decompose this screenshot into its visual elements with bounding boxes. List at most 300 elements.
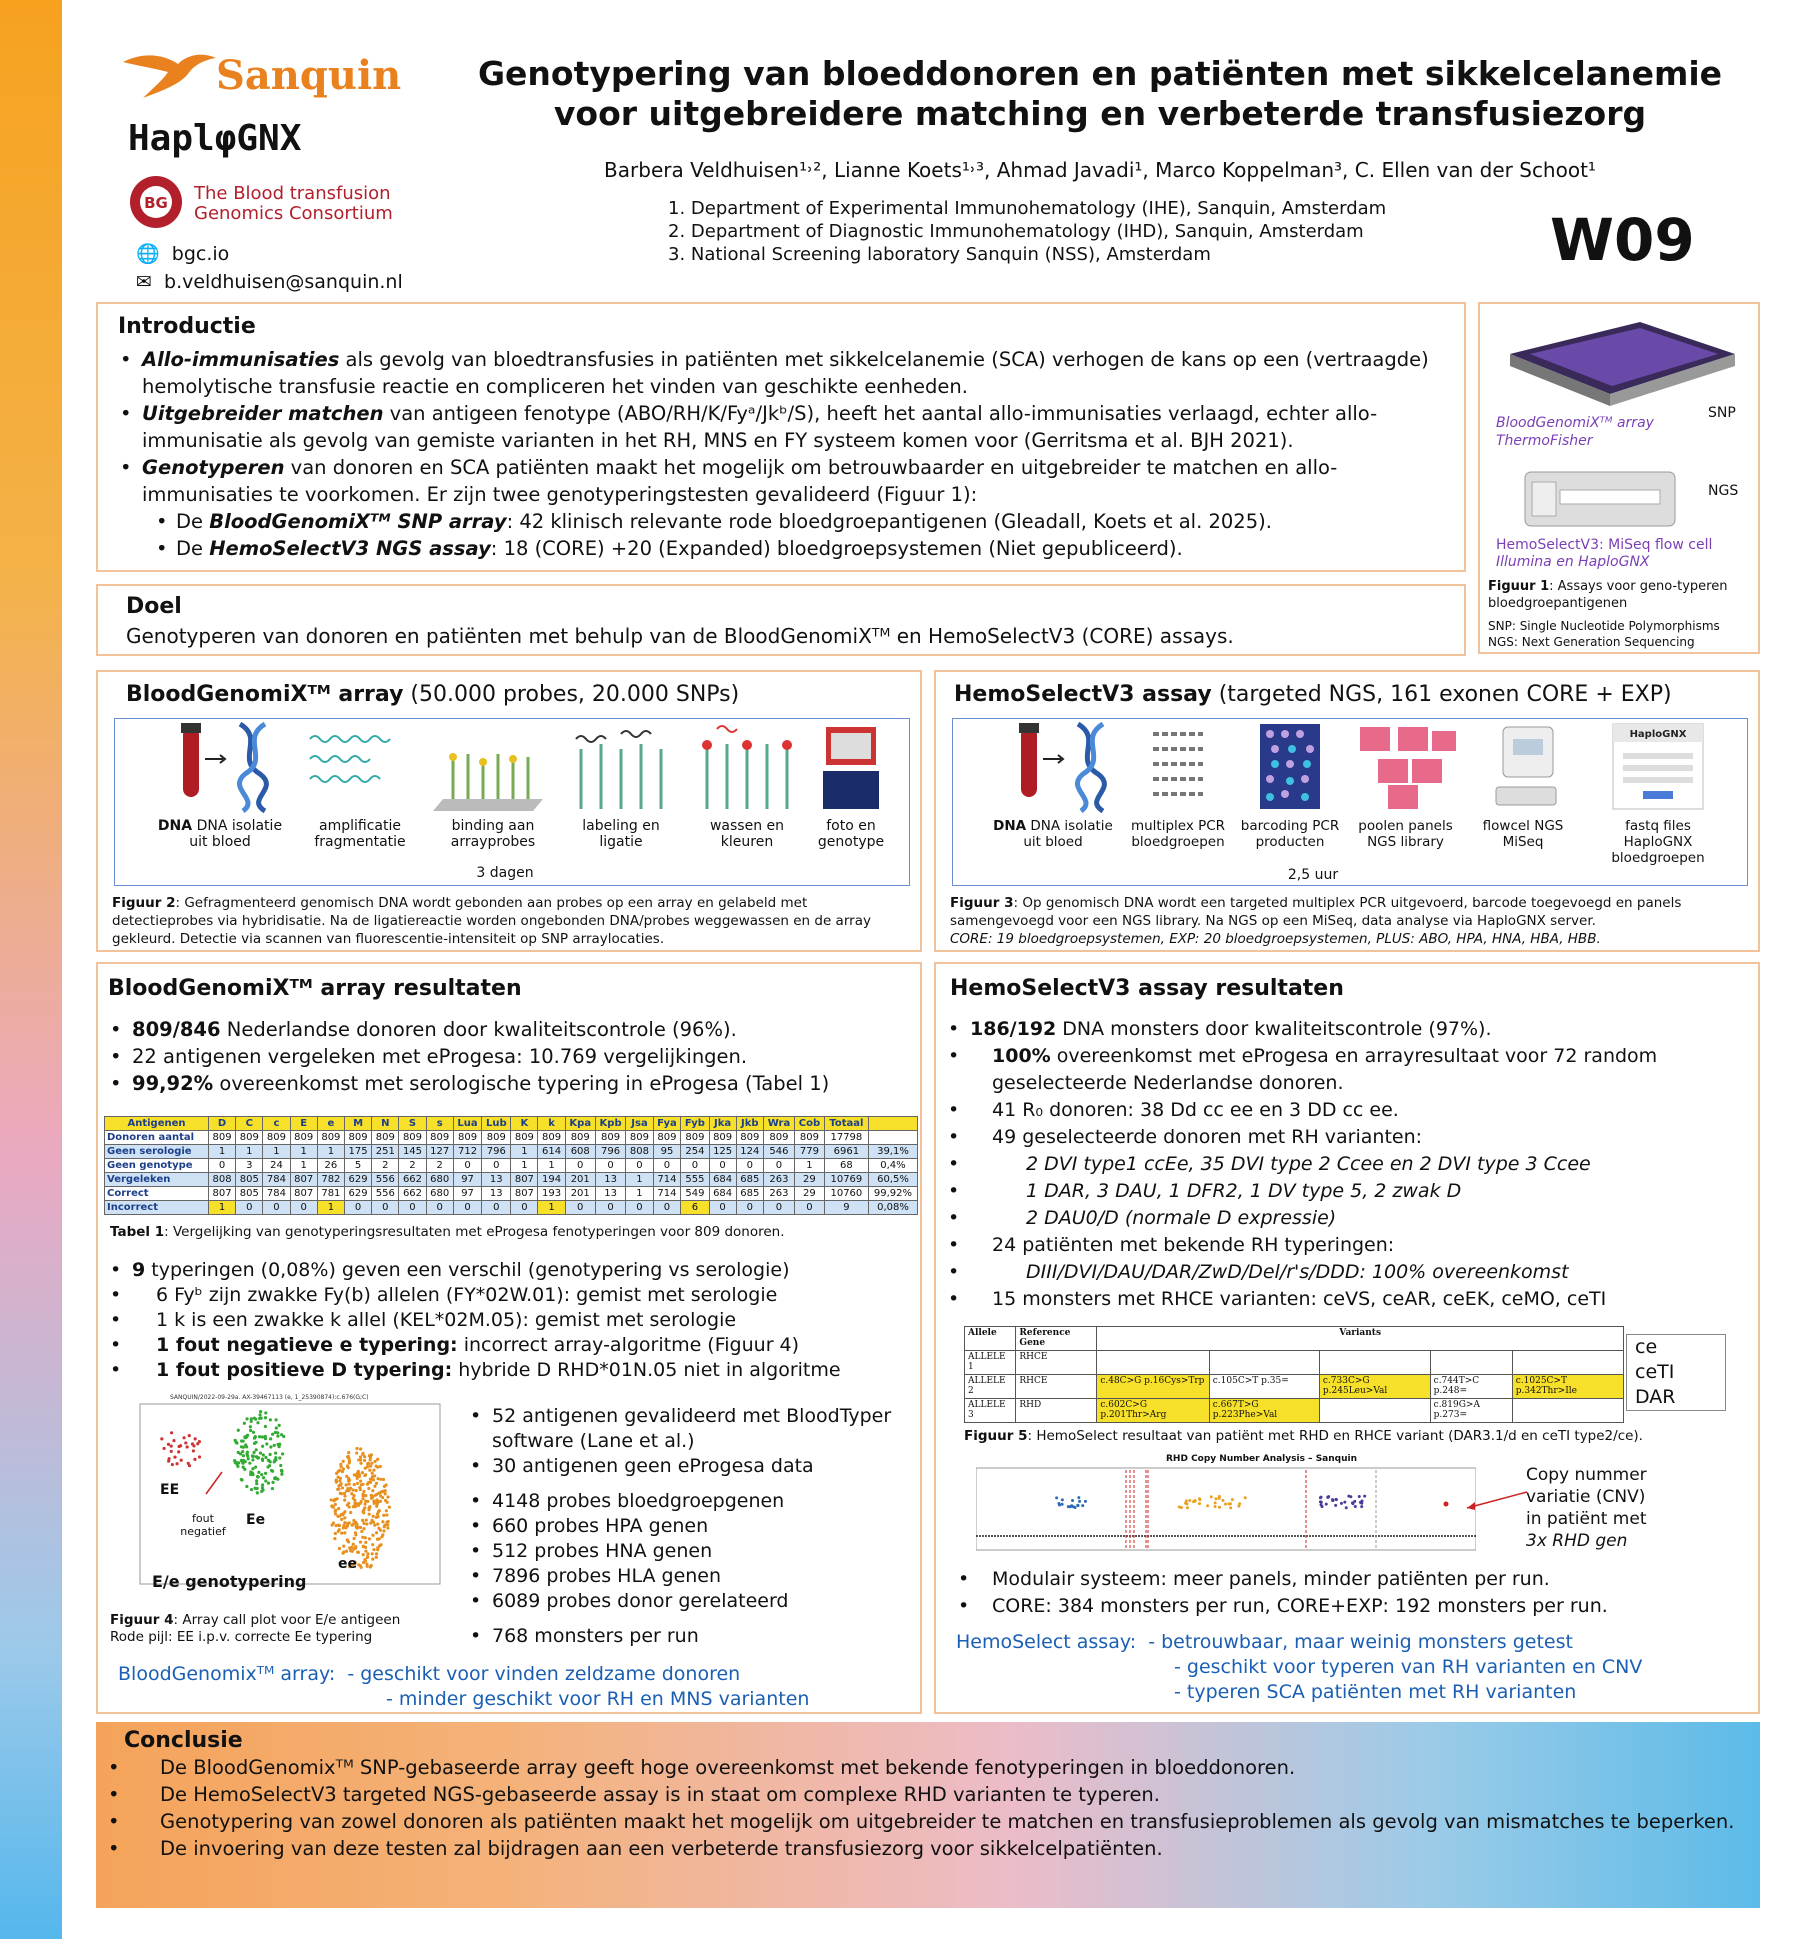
bgx-step-3-label: binding aan arrayprobes <box>450 818 536 850</box>
table1-cell: 194 <box>538 1173 565 1187</box>
plot-point <box>245 1452 248 1455</box>
plot-point <box>334 1524 337 1527</box>
plot-point <box>240 1445 243 1448</box>
plot-point <box>250 1417 253 1420</box>
array-probes-icon <box>433 719 553 814</box>
plot-point <box>337 1470 340 1473</box>
plot-point <box>381 1520 384 1523</box>
table1-cell: 805 <box>236 1187 263 1201</box>
table1-cell: 556 <box>372 1173 399 1187</box>
bgx-step-5-label: wassen en kleuren <box>709 818 785 850</box>
plot-point <box>352 1522 355 1525</box>
bgx-workflow <box>114 718 910 886</box>
table1-cell: 807 <box>511 1187 538 1201</box>
intro-sub-1: • De BloodGenomiXᵀᴹ SNP array: 42 klinisch relevante rode bloedgroepantigenen (Gleadall, Koets et al. 2025). <box>108 508 1458 535</box>
bgx-step-2 <box>300 719 420 850</box>
plot-point <box>280 1433 283 1436</box>
abbr-snp: SNP: Single Nucleotide Polymorphisms <box>1488 619 1720 633</box>
table1-cell: 0 <box>344 1201 371 1215</box>
plot-point <box>198 1455 201 1458</box>
plot-point <box>371 1495 374 1498</box>
plot-point <box>380 1535 383 1538</box>
plot-point <box>344 1483 347 1486</box>
brand-name: Sanquin <box>216 52 402 99</box>
plot-point <box>343 1492 346 1495</box>
table1-cell: 124 <box>736 1145 763 1159</box>
hs-res-sub-5a: • DIII/DVI/DAU/DAR/ZwD/Del/r's/DDD: 100% overeenkomst <box>936 1259 1754 1286</box>
table1-cell: 1 <box>538 1159 565 1173</box>
plot-point <box>254 1435 257 1438</box>
bgx-results-box <box>96 962 922 1714</box>
plot-point <box>362 1522 365 1525</box>
table1-row-label: Geen genotype <box>105 1159 209 1173</box>
table1-cell: 13 <box>595 1173 626 1187</box>
table1-header-cell: M <box>344 1117 371 1131</box>
plot-point <box>385 1513 388 1516</box>
plot-point <box>180 1459 183 1462</box>
cnv-point <box>1224 1503 1227 1506</box>
hs-res-bullet-3: • 41 R₀ donoren: 38 Dd cc ee en 3 DD cc ee. <box>936 1097 1754 1124</box>
table1-cell: 10760 <box>824 1187 868 1201</box>
labeling-icon <box>561 719 681 814</box>
conclusie-1: • De BloodGenomixᵀᴹ SNP-gebaseerde array geeft hoge overeenkomst met bekende fenotyperingen in bloeddonoren. <box>96 1754 1736 1781</box>
table1-row <box>105 1131 918 1145</box>
hs-step-4 <box>1348 719 1463 850</box>
plot-point <box>258 1435 261 1438</box>
table1-cell: 0 <box>453 1159 482 1173</box>
table1-cell: 1 <box>208 1201 235 1215</box>
plot-point <box>355 1451 358 1454</box>
plot-point <box>335 1480 338 1483</box>
plot-point <box>361 1483 364 1486</box>
table1-cell: 0 <box>653 1159 681 1173</box>
plot-point <box>187 1462 190 1465</box>
plot-point <box>350 1492 353 1495</box>
table1-cell: 6 <box>681 1201 709 1215</box>
plot-point <box>343 1531 346 1534</box>
table1-row <box>105 1145 918 1159</box>
table1-cell <box>868 1131 917 1145</box>
table1-cell: 0 <box>626 1159 653 1173</box>
plot-point <box>379 1465 382 1468</box>
plot-point <box>271 1487 274 1490</box>
table1-cell: 99,92% <box>868 1187 917 1201</box>
hs-step-6 <box>1593 719 1723 866</box>
table1-cell: 796 <box>482 1145 511 1159</box>
table1-cell: 809 <box>681 1131 709 1145</box>
table1-cell: 125 <box>709 1145 736 1159</box>
plot-point <box>280 1469 283 1472</box>
plot-point <box>363 1506 366 1509</box>
plot-point <box>342 1524 345 1527</box>
table1-header-cell: Jsa <box>626 1117 653 1131</box>
plot-point <box>365 1522 368 1525</box>
diff-bullet-main: • 9 typeringen (0,08%) geven een verschil (genotypering vs serologie) <box>98 1258 918 1283</box>
table1-cell: 1 <box>236 1145 263 1159</box>
plot-point <box>364 1494 367 1497</box>
table1-cell: 809 <box>653 1131 681 1145</box>
plot-point <box>377 1477 380 1480</box>
cnv-point <box>1229 1502 1232 1505</box>
table1-cell: 809 <box>263 1131 290 1145</box>
plot-point <box>347 1502 350 1505</box>
cnv-point <box>1206 1504 1209 1507</box>
table1-cell: 809 <box>763 1131 794 1145</box>
flowcell-caption-1: HemoSelectV3: MiSeq flow cell <box>1496 537 1713 553</box>
table1-cell: 781 <box>317 1187 344 1201</box>
abbr-ngs: NGS: Next Generation Sequencing <box>1488 635 1695 649</box>
table1-cell: 712 <box>453 1145 482 1159</box>
plot-point <box>237 1429 240 1432</box>
rh-allele-1: ALLELE 1 <box>965 1351 1016 1375</box>
cnv-plot-svg <box>976 1466 1476 1552</box>
plot-point <box>375 1482 378 1485</box>
table1-cell: 1 <box>290 1145 317 1159</box>
plot-point <box>251 1455 254 1458</box>
table1-cell: 809 <box>538 1131 565 1145</box>
table1-header-cell: Fya <box>653 1117 681 1131</box>
hs-res-bullet-4: • 49 geselecteerde donoren met RH varianten: <box>936 1124 1754 1151</box>
cnv-point <box>1198 1497 1201 1500</box>
table1-cell: 0 <box>511 1201 538 1215</box>
hs-modular-2: • CORE: 384 monsters per run, CORE+EXP: 192 monsters per run. <box>946 1593 1756 1620</box>
plot-point <box>247 1457 250 1460</box>
plot-point <box>342 1460 345 1463</box>
plot-point <box>246 1434 249 1437</box>
plot-point <box>368 1513 371 1516</box>
plot-point <box>368 1469 371 1472</box>
hs-step-2-label: multiplex PCR bloedgroepen <box>1130 818 1226 850</box>
table1-cell: 809 <box>290 1131 317 1145</box>
plot-point <box>245 1445 248 1448</box>
plot-point <box>386 1501 389 1504</box>
rh-header-gene: Reference Gene <box>1016 1327 1097 1351</box>
cnv-point <box>1214 1497 1217 1500</box>
table1-cell: 263 <box>763 1187 794 1201</box>
hs-step-3 <box>1235 719 1345 850</box>
hs-step-3-label: barcoding PCR producten <box>1240 818 1340 850</box>
table1-cell: 0 <box>290 1201 317 1215</box>
plot-point <box>342 1551 345 1554</box>
table1-cell: 201 <box>565 1173 595 1187</box>
table1-header-cell: Kpb <box>595 1117 626 1131</box>
cnv-point <box>1360 1505 1363 1508</box>
table1-cell: 193 <box>538 1187 565 1201</box>
cnv-point <box>1068 1505 1071 1508</box>
table1-cell: 684 <box>709 1173 736 1187</box>
table1-cell: 1 <box>208 1145 235 1159</box>
fig5-caption: Figuur 5: HemoSelect resultaat van patiënt met RHD en RHCE variant (DAR3.1/d en ceTI type2/ce). <box>964 1428 1643 1444</box>
bgx-title: BloodGenomiXᵀᴹ array (50.000 probes, 20.000 SNPs) <box>126 682 740 707</box>
hs-results-title: HemoSelectV3 assay resultaten <box>950 976 1344 1001</box>
rh-header-variants: Variants <box>1097 1327 1624 1351</box>
cnv-point <box>1077 1496 1080 1499</box>
plot-point <box>259 1410 262 1413</box>
hs-results-box <box>934 962 1760 1714</box>
table1-cell: 0 <box>709 1159 736 1173</box>
plot-point <box>365 1519 368 1522</box>
plot-point <box>386 1526 389 1529</box>
plot-point <box>251 1458 254 1461</box>
plot-point <box>269 1418 272 1421</box>
cnv-point <box>1214 1501 1217 1504</box>
cnv-point <box>1320 1496 1323 1499</box>
table1-cell: 0 <box>482 1201 511 1215</box>
hs-duration: 2,5 uur <box>1287 867 1339 883</box>
plot-point <box>368 1505 371 1508</box>
table1-cell: 1 <box>538 1201 565 1215</box>
plot-point <box>375 1531 378 1534</box>
table1-cell: 555 <box>681 1173 709 1187</box>
plot-point <box>359 1455 362 1458</box>
table1-cell: 127 <box>426 1145 453 1159</box>
cnv-point <box>1198 1502 1201 1505</box>
cnv-point <box>1354 1505 1357 1508</box>
table1-cell: 0 <box>709 1201 736 1215</box>
plot-point <box>359 1500 362 1503</box>
bgx-step-6 <box>801 719 901 850</box>
plot-point <box>254 1466 257 1469</box>
plot-point <box>339 1492 342 1495</box>
plot-point <box>372 1468 375 1471</box>
plot-title: SANQUIN/2022-09-29a. AX-39467113 (e, 1_25390874):c.676(G;C) <box>170 1394 369 1401</box>
plot-point <box>359 1447 362 1450</box>
plot-point <box>261 1483 264 1486</box>
poster-code: W09 <box>1550 206 1695 274</box>
plot-point <box>167 1443 170 1446</box>
table1-cell: 13 <box>482 1187 511 1201</box>
cnv-point <box>1325 1503 1328 1506</box>
plot-point <box>271 1433 274 1436</box>
table1-cell: 1 <box>511 1145 538 1159</box>
table1-cell: 549 <box>681 1187 709 1201</box>
bgx-step-1-label: DNA DNA isolatie uit bloed <box>157 818 283 850</box>
bgx-results-title: BloodGenomiXᵀᴹ array resultaten <box>108 976 522 1001</box>
plot-point <box>366 1552 369 1555</box>
plot-point <box>334 1510 337 1513</box>
svg-text:BG: BG <box>144 194 168 212</box>
doel-title: Doel <box>126 594 182 619</box>
plot-point <box>386 1495 389 1498</box>
table1-cell: 784 <box>263 1187 290 1201</box>
plot-point <box>372 1499 375 1502</box>
plot-point <box>369 1458 372 1461</box>
flowcell-caption-2: Illumina en HaploGNX <box>1496 554 1650 570</box>
plot-point <box>170 1431 173 1434</box>
table1-cell: 629 <box>344 1187 371 1201</box>
rh-gene-3: RHD <box>1016 1399 1097 1423</box>
plot-point <box>249 1429 252 1432</box>
diff-bullet-d: • 1 fout positieve D typering: hybride D RHD*01N.05 niet in algoritme <box>98 1358 918 1383</box>
plot-point <box>266 1465 269 1468</box>
table1-cell: 0 <box>763 1159 794 1173</box>
plot-point <box>237 1451 240 1454</box>
table1-cell: 0 <box>763 1201 794 1215</box>
plot-point <box>240 1439 243 1442</box>
table1-cell: 0 <box>263 1201 290 1215</box>
hs-res-sub-4a: • 2 DVI type1 ccEe, 35 DVI type 2 Ccee en 2 DVI type 3 Ccee <box>936 1151 1754 1178</box>
plot-point <box>364 1541 367 1544</box>
plot-point <box>361 1536 364 1539</box>
table1-header-cell: Lub <box>482 1117 511 1131</box>
rh-variant-cell: c.733C>G p.245Leu>Val <box>1319 1375 1430 1399</box>
table1-cell: 39,1% <box>868 1145 917 1159</box>
stat-6: • 7896 probes HLA genen <box>458 1564 918 1589</box>
plot-point <box>275 1418 278 1421</box>
fig2-caption: Figuur 2: Gefragmenteerd genomisch DNA wordt gebonden aan probes op een array en gelabeld met detectieprobes via hybridisatie. Na de ligatiereactie worden ongebonden DNA/probes weggewassen en de array gekleurd. Detectie via scannen van fluorescentie-intensiteit op SNP arraylocaties. <box>112 895 871 947</box>
hs-res-bullet-5: • 24 patiënten met bekende RH typeringen: <box>936 1232 1754 1259</box>
plot-point <box>363 1502 366 1505</box>
plot-point <box>376 1523 379 1526</box>
table1-row-label: Correct <box>105 1187 209 1201</box>
table1-cell: 809 <box>595 1131 626 1145</box>
plot-point <box>255 1455 258 1458</box>
stat-1: • 52 antigenen gevalideerd met BloodTyper software (Lane et al.) <box>458 1404 918 1454</box>
plot-point <box>340 1518 343 1521</box>
table1-cell: 0 <box>399 1201 426 1215</box>
plot-point <box>235 1462 238 1465</box>
cnv-point <box>1334 1504 1337 1507</box>
plot-point <box>340 1465 343 1468</box>
plot-point <box>338 1524 341 1527</box>
intro-box <box>96 302 1466 572</box>
ngs-label: NGS <box>1708 483 1739 499</box>
cnv-point <box>1238 1502 1241 1505</box>
cnv-point <box>1340 1502 1343 1505</box>
plot-point <box>170 1444 173 1447</box>
plot-point <box>170 1450 173 1453</box>
plot-point <box>330 1523 333 1526</box>
plot-point <box>274 1431 277 1434</box>
plot-point <box>267 1459 270 1462</box>
plot-point <box>337 1475 340 1478</box>
left-color-bar <box>0 0 62 1939</box>
plot-point <box>349 1511 352 1514</box>
table1-cell: 0 <box>736 1201 763 1215</box>
plot-label-Ee: Ee <box>246 1512 266 1528</box>
table1-cell: 784 <box>263 1173 290 1187</box>
table1-header-cell: Cob <box>795 1117 825 1131</box>
plot-point <box>337 1530 340 1533</box>
table1-cell: 9 <box>824 1201 868 1215</box>
plot-point <box>359 1540 362 1543</box>
table1-cell: 1 <box>317 1201 344 1215</box>
cnv-point <box>1057 1502 1060 1505</box>
plot-point <box>333 1537 336 1540</box>
plot-point <box>240 1478 243 1481</box>
plot-point <box>363 1459 366 1462</box>
bgx-conclusion: BloodGenomixᵀᴹ array: - geschikt voor vinden zeldzame donoren - minder geschikt voor RH en MNS varianten <box>118 1663 810 1710</box>
table1-cell: 26 <box>317 1159 344 1173</box>
plot-point <box>255 1448 258 1451</box>
snp-label: SNP <box>1708 405 1736 421</box>
cnv-point <box>1231 1498 1234 1501</box>
plot-point <box>334 1532 337 1535</box>
table1-cell: 0 <box>681 1159 709 1173</box>
table1-cell: 0 <box>736 1159 763 1173</box>
conclusie-3: • Genotypering van zowel donoren als patiënten maakt het mogelijk om uitgebreider te matchen en transfusieproblemen als gevolg van mismatches te beperken. <box>96 1808 1736 1835</box>
table1-header-cell: Lua <box>453 1117 482 1131</box>
table1-cell: 251 <box>372 1145 399 1159</box>
cnv-point <box>1185 1499 1188 1502</box>
plot-point <box>347 1455 350 1458</box>
plot-point <box>359 1526 362 1529</box>
table1-cell: 809 <box>344 1131 371 1145</box>
table1-cell: 0,4% <box>868 1159 917 1173</box>
plot-point <box>342 1545 345 1548</box>
intro-sub-2: • De HemoSelectV3 NGS assay: 18 (CORE) +20 (Expanded) bloedgroepsystemen (Niet gepubliceerd). <box>108 535 1458 562</box>
cnv-point <box>1072 1505 1075 1508</box>
plot-point <box>363 1455 366 1458</box>
cnv-note-3: in patiënt met <box>1526 1509 1647 1529</box>
bgx-step-6-label: foto en genotype <box>817 818 885 850</box>
plot-point <box>173 1456 176 1459</box>
cnv-point <box>1320 1501 1323 1504</box>
plot-point <box>349 1549 352 1552</box>
table1-cell: 13 <box>595 1187 626 1201</box>
table1-cell: 29 <box>795 1187 825 1201</box>
envelope-icon: ✉ <box>136 271 152 293</box>
plot-point <box>278 1424 281 1427</box>
cnv-patient-point <box>1444 1502 1449 1507</box>
multiplex-pcr-icon <box>1123 719 1233 814</box>
plot-point <box>278 1443 281 1446</box>
stat-3: • 4148 probes bloedgroepgenen <box>458 1489 918 1514</box>
hs-res-bullet-1: • 186/192 DNA monsters door kwaliteitscontrole (97%). <box>936 1016 1754 1043</box>
cnv-point <box>1353 1500 1356 1503</box>
plot-point <box>336 1497 339 1500</box>
table1-cell: 809 <box>236 1131 263 1145</box>
rh-variant-cell: c.819G>A p.273= <box>1430 1399 1512 1423</box>
plot-point <box>355 1525 358 1528</box>
table1-cell: 0 <box>565 1201 595 1215</box>
blood-tube-dna-icon <box>165 719 285 814</box>
plot-point <box>354 1546 357 1549</box>
plot-false-negative-label: fout negatief <box>180 1512 226 1538</box>
table1-header-cell: Wra <box>763 1117 794 1131</box>
table1-caption: Tabel 1: Vergelijking van genotyperingsresultaten met eProgesa fenotyperingen voor 809 donoren. <box>110 1224 785 1240</box>
bgx-step-4 <box>561 719 681 850</box>
doel-text: Genotyperen van donoren en patiënten met behulp van de BloodGenomiXᵀᴹ en HemoSelectV3 (CORE) assays. <box>126 624 1234 648</box>
table1-cell: 808 <box>208 1173 235 1187</box>
plot-point <box>376 1538 379 1541</box>
rh-variant-cell: c.1025C>T p.342Thr>Ile <box>1512 1375 1623 1399</box>
plot-point <box>363 1558 366 1561</box>
plot-point <box>261 1486 264 1489</box>
table1-cell: 807 <box>290 1187 317 1201</box>
cnv-point <box>1218 1506 1221 1509</box>
email-link[interactable]: b.veldhuisen@sanquin.nl <box>164 271 403 293</box>
plot-point <box>366 1462 369 1465</box>
stat-2: • 30 antigenen geen eProgesa data <box>458 1454 918 1479</box>
plot-point <box>375 1505 378 1508</box>
table1-cell: 1 <box>511 1159 538 1173</box>
plot-point <box>371 1557 374 1560</box>
website-link[interactable]: bgc.io <box>171 243 230 265</box>
table1-cell: 201 <box>565 1187 595 1201</box>
plot-point <box>264 1472 267 1475</box>
plot-point <box>268 1453 271 1456</box>
plot-point <box>192 1449 195 1452</box>
hs-box <box>934 670 1760 952</box>
table1-cell: 614 <box>538 1145 565 1159</box>
plot-point <box>233 1459 236 1462</box>
hs-res-bullet-2: • 100% overeenkomst met eProgesa en arrayresultaat voor 72 random geselecteerde Nederlandse donoren. <box>936 1043 1754 1097</box>
globe-icon: 🌐 <box>136 243 160 265</box>
table1-cell: 680 <box>426 1187 453 1201</box>
plot-point <box>244 1460 247 1463</box>
plot-genotyping-label: E/e genotypering <box>152 1572 307 1591</box>
